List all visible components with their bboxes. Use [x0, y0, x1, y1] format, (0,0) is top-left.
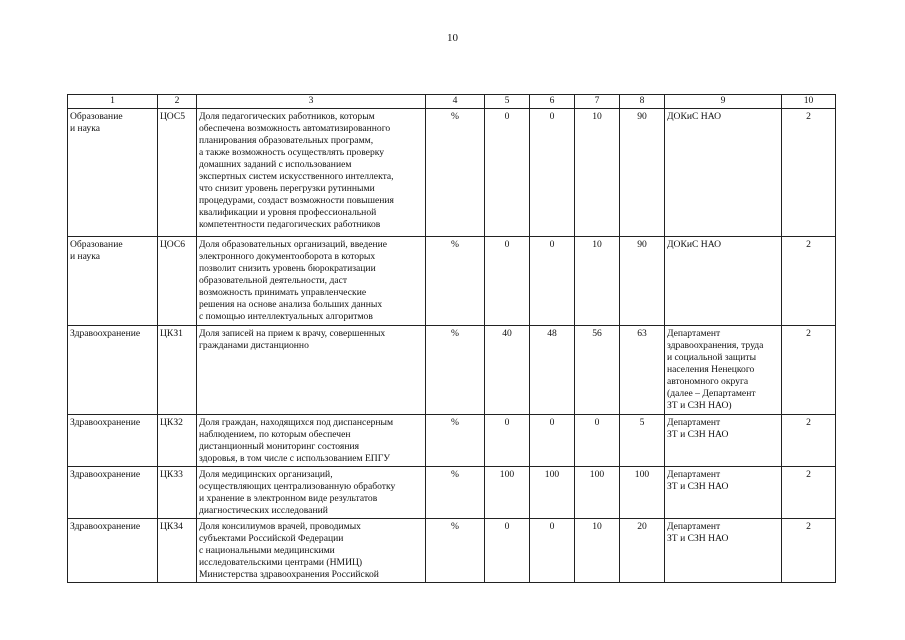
- table-row: [68, 415, 836, 467]
- value-cell: 0: [530, 109, 575, 237]
- code-cell: ЦКЗ3: [158, 467, 197, 519]
- table-row: [68, 519, 836, 583]
- sphere-cell: Здравоохранение: [68, 326, 158, 415]
- value-cell: 2: [782, 467, 836, 519]
- sphere-cell: Образование и наука: [68, 109, 158, 237]
- responsible-cell: Департамент ЗТ и СЗН НАО: [665, 519, 782, 583]
- responsible-cell: Департамент ЗТ и СЗН НАО: [665, 415, 782, 467]
- value-cell: 63: [620, 326, 665, 415]
- page-number: 10: [447, 32, 458, 44]
- table-row: [68, 326, 836, 415]
- code-cell: ЦОС6: [158, 237, 197, 326]
- column-header: 7: [575, 95, 620, 109]
- unit-cell: %: [426, 237, 485, 326]
- value-cell: 10: [575, 519, 620, 583]
- value-cell: 2: [782, 415, 836, 467]
- value-cell: 5: [620, 415, 665, 467]
- code-cell: ЦОС5: [158, 109, 197, 237]
- sphere-cell: Здравоохранение: [68, 415, 158, 467]
- indicators-table: [67, 94, 836, 583]
- table-row: [68, 467, 836, 519]
- value-cell: 0: [575, 415, 620, 467]
- value-cell: 100: [485, 467, 530, 519]
- value-cell: 0: [485, 237, 530, 326]
- column-header: 3: [197, 95, 426, 109]
- value-cell: 40: [485, 326, 530, 415]
- value-cell: 2: [782, 237, 836, 326]
- value-cell: 0: [485, 519, 530, 583]
- value-cell: 2: [782, 519, 836, 583]
- header-row: [68, 95, 836, 109]
- column-header: 9: [665, 95, 782, 109]
- value-cell: 0: [530, 415, 575, 467]
- value-cell: 10: [575, 237, 620, 326]
- column-header: 5: [485, 95, 530, 109]
- indicator-cell: Доля образовательных организаций, введение электронного документооборота в которых позволит снизить уровень бюрократизации образовательной деятельности, даст возможность принимать управленческие решения на основе анализа больших данных с помощью интеллектуальных алгоритмов: [197, 237, 426, 326]
- column-header: 6: [530, 95, 575, 109]
- indicator-cell: Доля граждан, находящихся под диспансерным наблюдением, по которым обеспечен дистанционный мониторинг состояния здоровья, в том числе с использованием ЕПГУ: [197, 415, 426, 467]
- value-cell: 56: [575, 326, 620, 415]
- value-cell: 0: [530, 237, 575, 326]
- value-cell: 0: [485, 415, 530, 467]
- code-cell: ЦКЗ4: [158, 519, 197, 583]
- column-header: 2: [158, 95, 197, 109]
- code-cell: ЦКЗ1: [158, 326, 197, 415]
- value-cell: 100: [530, 467, 575, 519]
- indicator-cell: Доля записей на прием к врачу, совершенных гражданами дистанционно: [197, 326, 426, 415]
- value-cell: 90: [620, 237, 665, 326]
- sphere-cell: Здравоохранение: [68, 519, 158, 583]
- column-header: 1: [68, 95, 158, 109]
- responsible-cell: Департамент ЗТ и СЗН НАО: [665, 467, 782, 519]
- code-cell: ЦКЗ2: [158, 415, 197, 467]
- sphere-cell: Образование и наука: [68, 237, 158, 326]
- value-cell: 2: [782, 109, 836, 237]
- responsible-cell: ДОКиС НАО: [665, 237, 782, 326]
- value-cell: 48: [530, 326, 575, 415]
- responsible-cell: Департамент здравоохранения, труда и социальной защиты населения Ненецкого автономного округа (далее – Департамент ЗТ и СЗН НАО): [665, 326, 782, 415]
- value-cell: 100: [575, 467, 620, 519]
- table-row: [68, 237, 836, 326]
- column-header: 8: [620, 95, 665, 109]
- value-cell: 0: [485, 109, 530, 237]
- sphere-cell: Здравоохранение: [68, 467, 158, 519]
- indicator-cell: Доля педагогических работников, которым обеспечена возможность автоматизированного планирования образовательных программ, а также возможность осуществлять проверку домашних заданий с использованием экспертных систем искусственного интеллекта, что снизит уровень перегрузки рутинными процедурами, создаст возможности повышения квалификации и уровня профессиональной компетентности педагогических работников: [197, 109, 426, 237]
- unit-cell: %: [426, 467, 485, 519]
- unit-cell: %: [426, 326, 485, 415]
- column-header: 4: [426, 95, 485, 109]
- indicator-cell: Доля медицинских организаций, осуществляющих централизованную обработку и хранение в электронном виде результатов диагностических исследований: [197, 467, 426, 519]
- value-cell: 10: [575, 109, 620, 237]
- value-cell: 2: [782, 326, 836, 415]
- value-cell: 100: [620, 467, 665, 519]
- indicator-cell: Доля консилиумов врачей, проводимых субъектами Российской Федерации с национальными медицинскими исследовательскими центрами (НМИЦ) Министерства здравоохранения Российской: [197, 519, 426, 583]
- table-row: [68, 109, 836, 237]
- unit-cell: %: [426, 109, 485, 237]
- responsible-cell: ДОКиС НАО: [665, 109, 782, 237]
- value-cell: 0: [530, 519, 575, 583]
- unit-cell: %: [426, 519, 485, 583]
- value-cell: 20: [620, 519, 665, 583]
- value-cell: 90: [620, 109, 665, 237]
- unit-cell: %: [426, 415, 485, 467]
- column-header: 10: [782, 95, 836, 109]
